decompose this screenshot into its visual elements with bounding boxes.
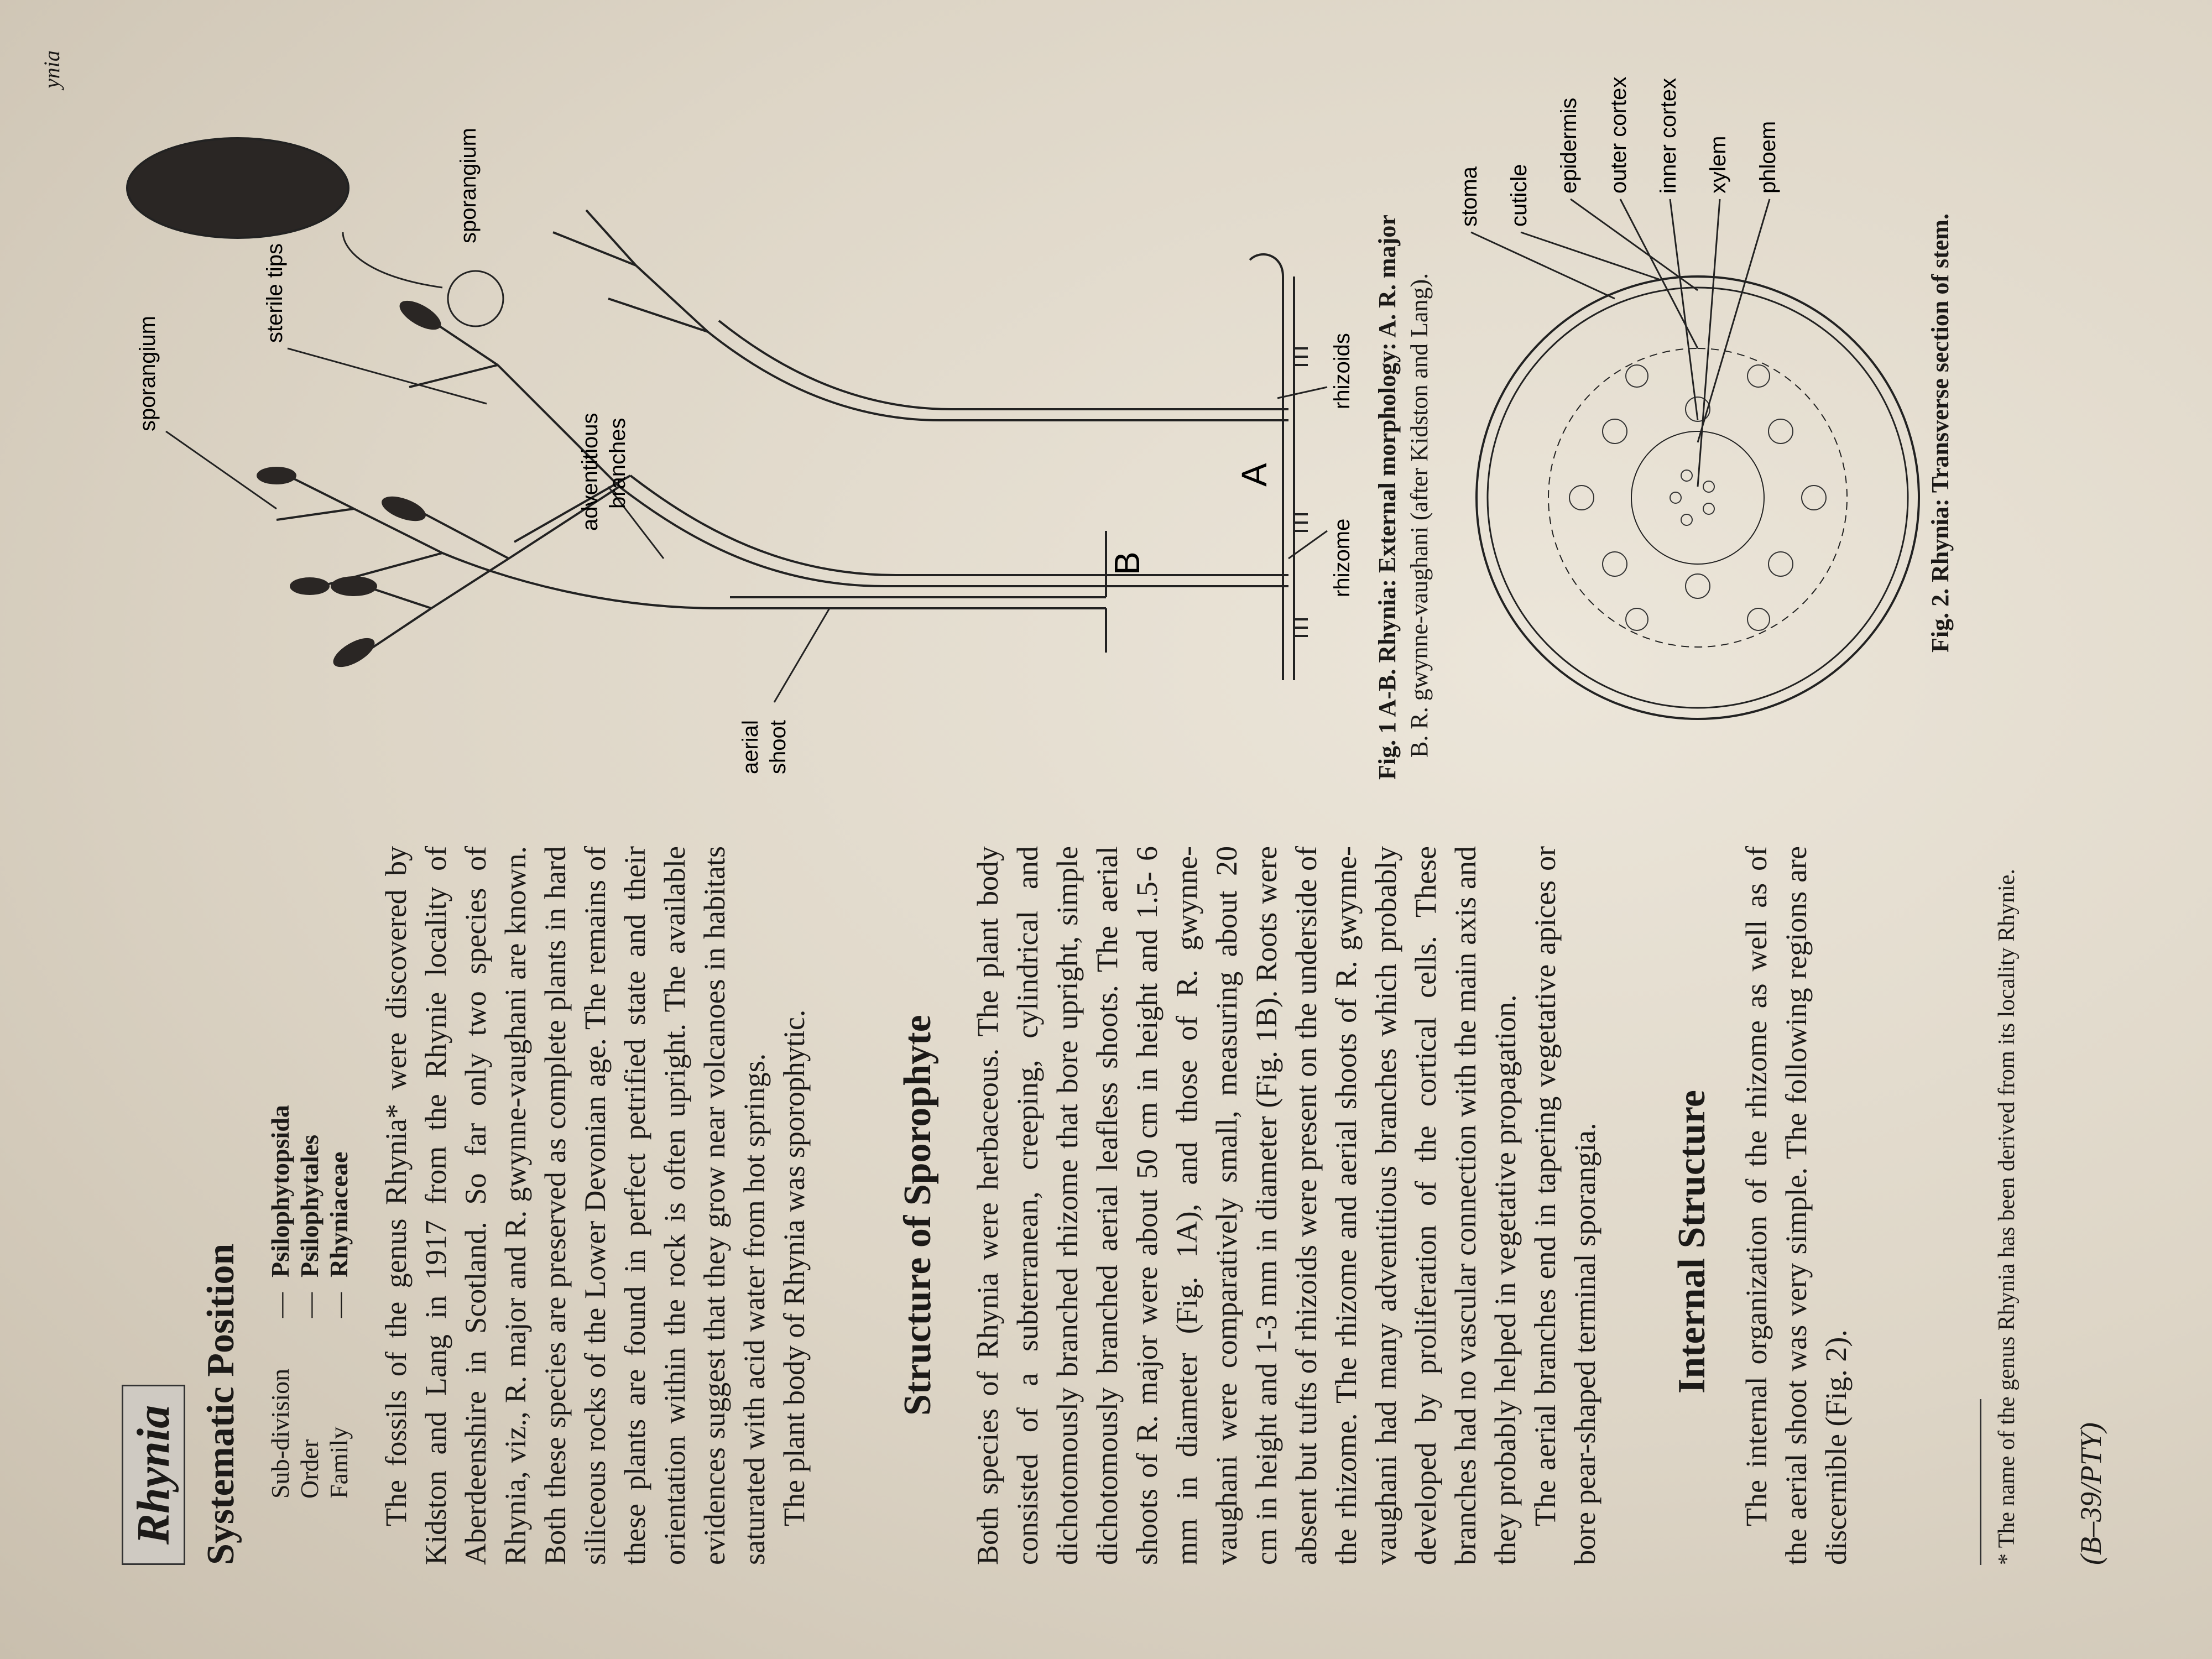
stem-cuticle [1477, 276, 1919, 719]
label-sporangium-b: sporangium [456, 127, 481, 243]
footnote: * The name of the genus Rhynia has been derived from its locality Rhynie. [1994, 869, 2020, 1565]
intro-paragraph: The plant body of Rhynia was sporophytic. [778, 1009, 811, 1526]
systematic-position-heading: Systematic Position [200, 1243, 242, 1565]
label-stoma: stoma [1457, 166, 1481, 227]
label-inner-cortex: inner cortex [1656, 78, 1681, 194]
position-row [295, 890, 324, 1499]
row-value: Psilophytopsida [266, 1105, 294, 1277]
sporangium-shape [290, 577, 330, 595]
row-key: Family [325, 1426, 353, 1499]
label-adventitious: adventitious [578, 413, 602, 531]
label-sporangium-a: sporangium [135, 315, 160, 431]
vascular-strand [1631, 431, 1764, 564]
label-epidermis: epidermis [1557, 97, 1581, 194]
plant-b-main-axis [354, 509, 1106, 608]
fig1-caption-line1: Fig. 1 A-B. Rhynia: External morphology: A. R. major [1374, 215, 1401, 780]
sporophyte-paragraph: The aerial branches end in tapering vegetative apices or bore pear-shaped terminal sporangia. [1528, 846, 1601, 1565]
magnifier-circle [448, 271, 503, 326]
internal-structure-heading: Internal Structure [1671, 1090, 1713, 1394]
intro-text [376, 846, 814, 1565]
label-sterile-tips: sterile tips [263, 243, 287, 343]
label-branches: branches [606, 418, 630, 509]
sporangium-shape [331, 576, 377, 596]
row-key: Sub-division [266, 1368, 294, 1499]
label-fig-b: B [1107, 551, 1147, 575]
fig2-caption: Fig. 2. Rhynia: Transverse section of stem. [1927, 213, 1954, 653]
position-row [265, 890, 295, 1499]
row-value: Rhyniaceae [325, 1151, 353, 1277]
internal-text [1736, 846, 1856, 1565]
sporangium-shape [257, 467, 296, 484]
label-outer-cortex: outer cortex [1606, 76, 1631, 194]
row-dash: — [295, 1292, 324, 1318]
page-code: (B–39/PTY) [2074, 1422, 2107, 1565]
intro-paragraph: The fossils of the genus Rhynia* were discovered by Kidston and Lang in 1917 from the Rhynie locality of Aberdeenshire in Scotland. So far only two species of Rhynia, viz., R. major and R. gwynne-vaughani are known. Both these species are preserved as complete plants in hard siliceous rocks of the Lower Devonian age. The remains of these plants are found in perfect petrified state and their orientation within the rock is often upright. The available evidences suggest that they grow near volcanoes in habitats saturated with acid water from hot springs. [379, 846, 771, 1565]
label-fig-a: A [1234, 463, 1274, 487]
label-phloem: phloem [1756, 121, 1780, 194]
sporangium-shape [329, 632, 379, 672]
plant-a-stem-2 [636, 265, 1288, 420]
position-row [324, 890, 353, 1499]
sporophyte-text [968, 846, 1605, 1565]
book-page [33, 33, 2179, 1626]
label-shoot: shoot [766, 720, 790, 774]
internal-paragraph: The internal organization of the rhizome as well as of the aerial shoot was very simple. The following regions are discernible (Fig. 2). [1740, 846, 1853, 1565]
page-title: Rhynia [122, 1385, 185, 1565]
label-cuticle: cuticle [1507, 164, 1531, 227]
row-dash: — [266, 1292, 294, 1318]
label-aerial: aerial [738, 720, 763, 774]
fig2-transverse-section [1438, 55, 1958, 730]
footnote-rule [1980, 1399, 1981, 1565]
enlargement-arrow [343, 232, 442, 288]
cortex-cells [1569, 365, 1826, 630]
label-rhizome: rhizome [1330, 518, 1354, 597]
label-xylem: xylem [1706, 135, 1730, 194]
stem-epidermis [1488, 288, 1908, 708]
systematic-position-table [265, 890, 353, 1499]
enlarged-sporangium [127, 138, 348, 238]
sporophyte-paragraph: Both species of Rhynia were herbaceous. The plant body consisted of a subterranean, creeping, cylindrical and dichotomously branched rhizome that bore upright, simple dichotomously branched aerial leafless shoots. The aerial shoots of R. major were about 50 cm in height and 1.5- 6 mm in diameter (Fig. 1A), and those of R. gwynne-vaughani were comparatively small, measuring about 20 cm in height and 1-3 mm in diameter (Fig. 1B). Roots were absent but tufts of rhizoids were present on the underside of the rhizome. The rhizome and aerial shoots of R. gwynne-vaughani had many adventitious branches which probably developed by proliferation of the cortical cells. These branches had no vascular connection with the main axis and they probably helped in vegetative propagation. [971, 846, 1522, 1565]
running-head-fragment: ynia [39, 50, 64, 88]
row-value: Psilophytales [295, 1134, 324, 1277]
sporophyte-heading: Structure of Sporophyte [896, 1015, 939, 1416]
fig1-caption-line2: B. R. gwynne-vaughani (after Kidston and Lang). [1406, 273, 1433, 758]
row-key: Order [295, 1439, 324, 1499]
label-rhizoids: rhizoids [1330, 333, 1354, 409]
fig1-caption [1371, 61, 1436, 780]
fig1-external-morphology [55, 55, 1360, 818]
sporangium-shape [395, 295, 446, 335]
row-dash: — [325, 1292, 353, 1318]
sporangium-shape [378, 492, 429, 526]
